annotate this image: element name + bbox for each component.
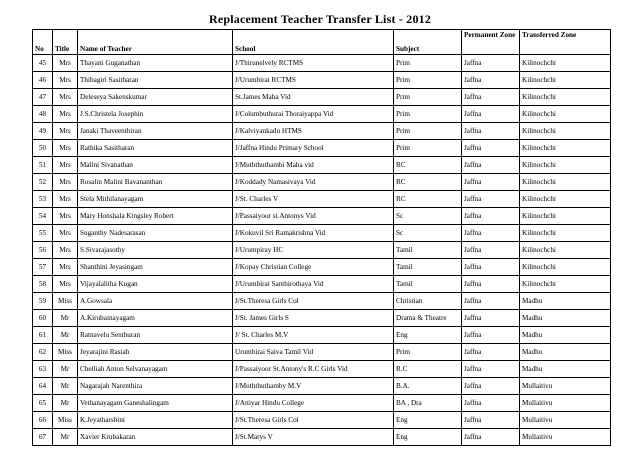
cell-name: Vethanayagam Ganeshalingam <box>78 395 233 412</box>
cell-title: Mrs <box>53 72 78 89</box>
table-row <box>33 378 611 395</box>
cell-school: J/Muththuthamby M.V <box>233 378 394 395</box>
cell-title: Mrs <box>53 208 78 225</box>
cell-transferred-zone: Kilinochchi <box>520 123 611 140</box>
table-row <box>33 429 611 446</box>
cell-transferred-zone: Kilinochchi <box>520 242 611 259</box>
cell-title: Mrs <box>53 140 78 157</box>
header-transferred-zone: Transferred Zone <box>520 30 611 55</box>
cell-school: J/Muththuthambi Maha vid <box>233 157 394 174</box>
cell-name: K.Jeyatharshini <box>78 412 233 429</box>
cell-no: 59 <box>33 293 53 310</box>
cell-transferred-zone: Madhu <box>520 310 611 327</box>
cell-subject: RC <box>394 157 462 174</box>
cell-subject: Eng <box>394 429 462 446</box>
cell-permanent-zone: Jaffna <box>462 174 520 191</box>
cell-transferred-zone: Kilinochchi <box>520 276 611 293</box>
cell-subject: Prim <box>394 72 462 89</box>
table-row <box>33 361 611 378</box>
header-title: Title <box>53 30 78 55</box>
cell-transferred-zone: Madhu <box>520 327 611 344</box>
cell-title: Miss <box>53 344 78 361</box>
cell-school: J/Urumbirai Santhirothaya Vid <box>233 276 394 293</box>
cell-school: J/Thirunelvely RCTMS <box>233 55 394 72</box>
cell-title: Mrs <box>53 259 78 276</box>
cell-title: Mrs <box>53 242 78 259</box>
cell-subject: Prim <box>394 140 462 157</box>
cell-school: J/Urumpiray HC <box>233 242 394 259</box>
cell-no: 62 <box>33 344 53 361</box>
cell-subject: Prim <box>394 89 462 106</box>
transfer-table <box>32 29 611 446</box>
cell-subject: Christian <box>394 293 462 310</box>
cell-transferred-zone: Kilinochchi <box>520 72 611 89</box>
cell-permanent-zone: Jaffna <box>462 106 520 123</box>
table-row <box>33 412 611 429</box>
cell-title: Mrs <box>53 225 78 242</box>
cell-name: Mary Honshala Kingsley Robert <box>78 208 233 225</box>
cell-transferred-zone: Kilinochchi <box>520 140 611 157</box>
cell-subject: RC <box>394 191 462 208</box>
header-name: Name of Teacher <box>78 30 233 55</box>
cell-title: Mrs <box>53 276 78 293</box>
cell-no: 47 <box>33 89 53 106</box>
cell-subject: Sc <box>394 208 462 225</box>
cell-subject: RC <box>394 174 462 191</box>
cell-permanent-zone: Jaffna <box>462 429 520 446</box>
cell-transferred-zone: Madhu <box>520 344 611 361</box>
cell-transferred-zone: Mullaitivu <box>520 378 611 395</box>
cell-no: 66 <box>33 412 53 429</box>
cell-school: J/Passaiyoor St.Antony's R.C Girls Vid <box>233 361 394 378</box>
cell-permanent-zone: Jaffna <box>462 242 520 259</box>
cell-no: 48 <box>33 106 53 123</box>
cell-title: Mr <box>53 361 78 378</box>
cell-permanent-zone: Jaffna <box>462 55 520 72</box>
cell-name: Malini Sivanathan <box>78 157 233 174</box>
cell-name: Chelliah Anton Selvanayagam <box>78 361 233 378</box>
cell-no: 57 <box>33 259 53 276</box>
cell-name: Thibagiri Sasitharan <box>78 72 233 89</box>
cell-permanent-zone: Jaffna <box>462 208 520 225</box>
table-row <box>33 106 611 123</box>
cell-school: J/St.Theresa Girls Col <box>233 293 394 310</box>
header-school: School <box>233 30 394 55</box>
cell-school: J/St.Theresa Girls Col <box>233 412 394 429</box>
cell-school: J/St. James Girls S <box>233 310 394 327</box>
cell-name: Jeyarajini Rasiah <box>78 344 233 361</box>
table-row <box>33 123 611 140</box>
cell-no: 63 <box>33 361 53 378</box>
cell-title: Mrs <box>53 174 78 191</box>
cell-permanent-zone: Jaffna <box>462 72 520 89</box>
cell-permanent-zone: Jaffna <box>462 310 520 327</box>
cell-transferred-zone: Mullaitivu <box>520 395 611 412</box>
cell-subject: Tamil <box>394 259 462 276</box>
table-body <box>33 55 611 446</box>
cell-permanent-zone: Jaffna <box>462 259 520 276</box>
cell-name: Stela Mithilanayagam <box>78 191 233 208</box>
cell-transferred-zone: Mullaitivu <box>520 412 611 429</box>
cell-permanent-zone: Jaffna <box>462 191 520 208</box>
cell-school: J/Kalviyankadu HTMS <box>233 123 394 140</box>
cell-subject: Eng <box>394 327 462 344</box>
cell-permanent-zone: Jaffna <box>462 140 520 157</box>
cell-name: Shanthini Jeyasingam <box>78 259 233 276</box>
cell-school: Urumbirai Saiva Tamil Vid <box>233 344 394 361</box>
cell-subject: R.C <box>394 361 462 378</box>
cell-title: Mrs <box>53 191 78 208</box>
cell-no: 64 <box>33 378 53 395</box>
cell-permanent-zone: Jaffna <box>462 293 520 310</box>
cell-permanent-zone: Jaffna <box>462 395 520 412</box>
cell-transferred-zone: Kilinochchi <box>520 89 611 106</box>
cell-school: J/Columbuthurai Thoraiyappa Vid <box>233 106 394 123</box>
cell-transferred-zone: Kilinochchi <box>520 174 611 191</box>
cell-title: Mr <box>53 378 78 395</box>
cell-name: Rathika Sasitharan <box>78 140 233 157</box>
table-row <box>33 276 611 293</box>
table-row <box>33 259 611 276</box>
cell-subject: Prim <box>394 123 462 140</box>
cell-name: Rosalin Malini Bavananthan <box>78 174 233 191</box>
cell-name: Ratnavelu Senthuran <box>78 327 233 344</box>
cell-transferred-zone: Kilinochchi <box>520 225 611 242</box>
cell-school: J/Koddady Namasivaya Vid <box>233 174 394 191</box>
cell-title: Mrs <box>53 55 78 72</box>
cell-permanent-zone: Jaffna <box>462 157 520 174</box>
table-row <box>33 174 611 191</box>
cell-subject: B.A. <box>394 378 462 395</box>
table-row <box>33 327 611 344</box>
cell-school: J/ St. Charles M.V <box>233 327 394 344</box>
cell-no: 55 <box>33 225 53 242</box>
cell-no: 60 <box>33 310 53 327</box>
cell-title: Mr <box>53 310 78 327</box>
cell-subject: Drama & Theatre <box>394 310 462 327</box>
cell-no: 45 <box>33 55 53 72</box>
cell-school: J/Attiyar Hindu College <box>233 395 394 412</box>
table-row <box>33 72 611 89</box>
table-row <box>33 225 611 242</box>
table-row <box>33 208 611 225</box>
cell-transferred-zone: Kilinochchi <box>520 208 611 225</box>
cell-permanent-zone: Jaffna <box>462 378 520 395</box>
cell-title: Mrs <box>53 89 78 106</box>
cell-title: Mr <box>53 395 78 412</box>
cell-name: S.Sivarajasothy <box>78 242 233 259</box>
cell-title: Mr <box>53 429 78 446</box>
cell-no: 52 <box>33 174 53 191</box>
table-row <box>33 157 611 174</box>
cell-title: Miss <box>53 293 78 310</box>
cell-school: J/St.Marys V <box>233 429 394 446</box>
table-row <box>33 191 611 208</box>
table-row <box>33 242 611 259</box>
cell-school: J/Passaiyoor st.Antonys Vid <box>233 208 394 225</box>
cell-transferred-zone: Madhu <box>520 361 611 378</box>
cell-transferred-zone: Kilinochchi <box>520 157 611 174</box>
cell-no: 61 <box>33 327 53 344</box>
cell-permanent-zone: Jaffna <box>462 327 520 344</box>
header-permanent-zone: Permanent Zone <box>462 30 520 55</box>
cell-transferred-zone: Kilinochchi <box>520 106 611 123</box>
table-row <box>33 140 611 157</box>
cell-permanent-zone: Jaffna <box>462 123 520 140</box>
table-row <box>33 55 611 72</box>
cell-permanent-zone: Jaffna <box>462 276 520 293</box>
header-subject: Subject <box>394 30 462 55</box>
cell-name: J.S.Christela Josephin <box>78 106 233 123</box>
cell-transferred-zone: Kilinochchi <box>520 259 611 276</box>
table-row <box>33 89 611 106</box>
cell-transferred-zone: Kilinochchi <box>520 191 611 208</box>
cell-name: Deleseya Sakenskumar <box>78 89 233 106</box>
cell-no: 65 <box>33 395 53 412</box>
table-header-row <box>33 30 611 55</box>
cell-subject: BA , Dra <box>394 395 462 412</box>
cell-subject: Prim <box>394 55 462 72</box>
cell-name: Janaki Thaveenthiran <box>78 123 233 140</box>
cell-permanent-zone: Jaffna <box>462 412 520 429</box>
cell-no: 58 <box>33 276 53 293</box>
table-row <box>33 293 611 310</box>
cell-name: Xavier Krubakaran <box>78 429 233 446</box>
cell-name: A.Gowsala <box>78 293 233 310</box>
cell-no: 67 <box>33 429 53 446</box>
cell-school: J/Kopay Christian College <box>233 259 394 276</box>
cell-no: 53 <box>33 191 53 208</box>
cell-transferred-zone: Kilinochchi <box>520 55 611 72</box>
cell-school: J/St. Charles V <box>233 191 394 208</box>
cell-name: Vijayalalitha Kugan <box>78 276 233 293</box>
table-row <box>33 344 611 361</box>
cell-title: Miss <box>53 412 78 429</box>
cell-subject: Tamil <box>394 276 462 293</box>
cell-subject: Prim <box>394 344 462 361</box>
cell-subject: Eng <box>394 412 462 429</box>
cell-title: Mr <box>53 327 78 344</box>
cell-no: 56 <box>33 242 53 259</box>
table-row <box>33 310 611 327</box>
cell-permanent-zone: Jaffna <box>462 225 520 242</box>
table-row <box>33 395 611 412</box>
cell-transferred-zone: Mullaitivu <box>520 429 611 446</box>
cell-school: J/Kokuvil Sri Ramakrishna Vid <box>233 225 394 242</box>
cell-name: A.Kirubainayagam <box>78 310 233 327</box>
cell-name: Thayani Guganathan <box>78 55 233 72</box>
document-title: Replacement Teacher Transfer List - 2012 <box>208 12 432 26</box>
cell-school: J/Urumbirai RCTMS <box>233 72 394 89</box>
cell-school: St.James Maha Vid <box>233 89 394 106</box>
cell-title: Mrs <box>53 106 78 123</box>
cell-no: 46 <box>33 72 53 89</box>
cell-name: Suganthy Nadesarasan <box>78 225 233 242</box>
header-no: No <box>33 30 53 55</box>
cell-subject: Prim <box>394 106 462 123</box>
cell-permanent-zone: Jaffna <box>462 344 520 361</box>
cell-no: 51 <box>33 157 53 174</box>
cell-no: 54 <box>33 208 53 225</box>
cell-subject: Tamil <box>394 242 462 259</box>
cell-no: 50 <box>33 140 53 157</box>
cell-name: Nagarajah Narenthira <box>78 378 233 395</box>
cell-subject: Sc <box>394 225 462 242</box>
cell-school: J/Jaffna Hindu Primary School <box>233 140 394 157</box>
cell-transferred-zone: Madhu <box>520 293 611 310</box>
cell-permanent-zone: Jaffna <box>462 361 520 378</box>
cell-title: Mrs <box>53 157 78 174</box>
cell-no: 49 <box>33 123 53 140</box>
cell-title: Mrs <box>53 123 78 140</box>
cell-permanent-zone: Jaffna <box>462 89 520 106</box>
